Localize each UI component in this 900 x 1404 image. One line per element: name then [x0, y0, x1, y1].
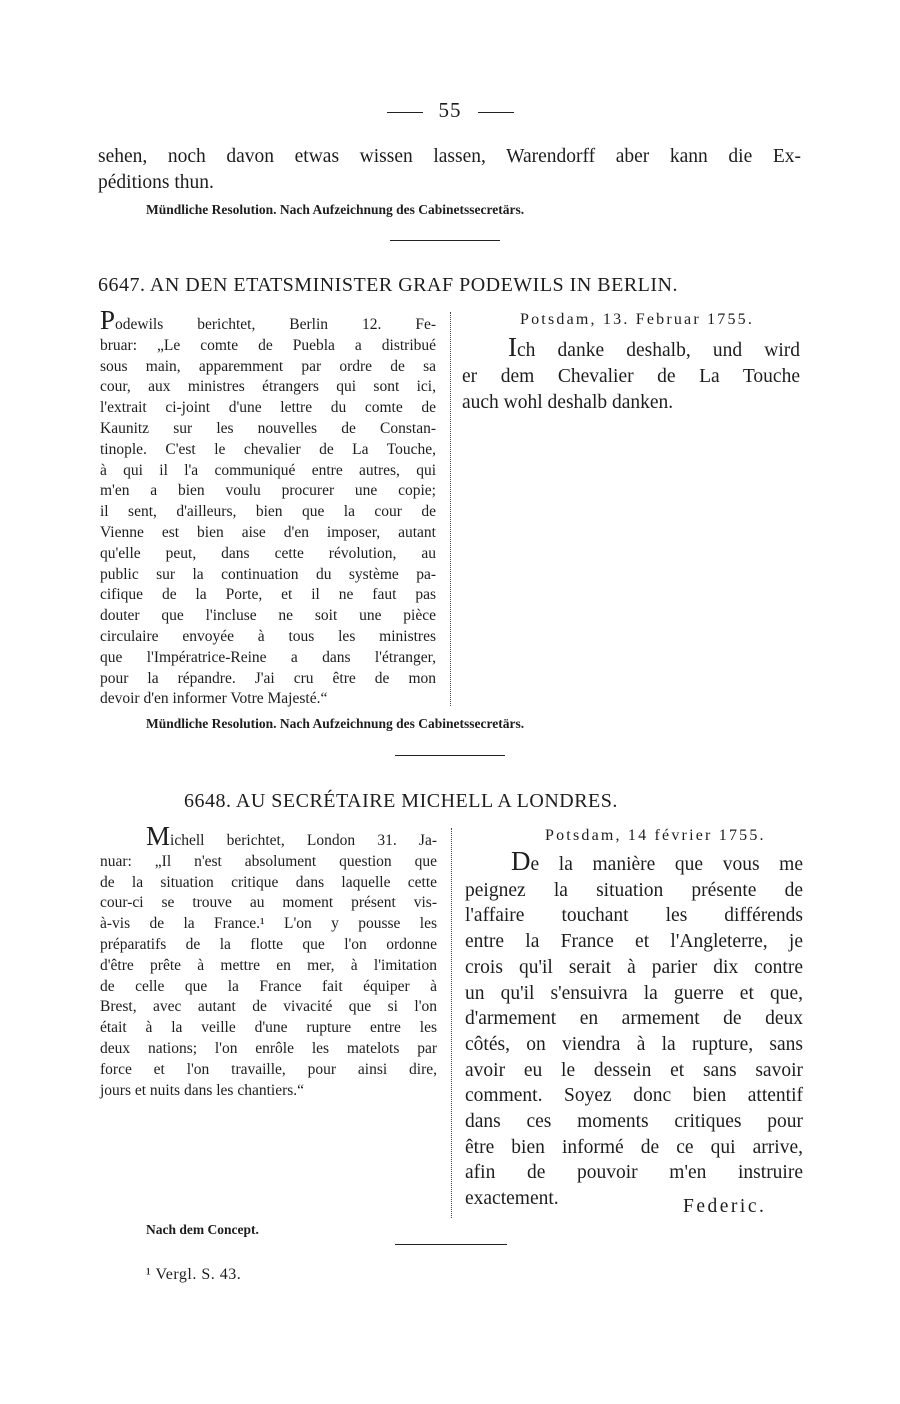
reply-line: être bien informé de ce qui arrive, — [465, 1136, 803, 1158]
report-line: d'être prête à mettre en mer, à l'imitation — [100, 956, 437, 974]
report-line: préparatifs de la flotte que l'on ordonne — [100, 935, 437, 953]
report-line: Brest, avec autant de vivacité que si l'on — [100, 998, 437, 1016]
report-line: deux nations; l'on enrôle les matelots par — [100, 1039, 437, 1057]
report-line: qu'elle peut, dans cette révolution, au — [100, 544, 436, 562]
report-line: était à la veille d'une rupture entre les — [100, 1019, 437, 1037]
report-line: sous main, apparemment par ordre de sa — [100, 357, 436, 375]
footnote: ¹ Vergl. S. 43. — [146, 1266, 242, 1283]
reply-line: l'affaire touchant les différends — [465, 905, 803, 927]
reply-line: comment. Soyez donc bien attentif — [465, 1085, 803, 1107]
report-line: Podewils berichtet, Berlin 12. Fe- — [100, 305, 436, 335]
reply-line: un qu'il s'ensuivra la guerre et que, — [465, 982, 803, 1004]
continuation-line-2: péditions thun. — [98, 172, 214, 193]
report-line: il sent, d'ailleurs, bien que la cour de — [100, 503, 436, 521]
letter-6647-heading: 6647. AN DEN ETATSMINISTER GRAF PODEWILS IN BERLIN. — [98, 274, 679, 296]
report-line: tinople. C'est le chevalier de La Touche, — [100, 440, 436, 458]
report-line: Vienne est bien aise d'en imposer, autant — [100, 523, 436, 541]
section-divider — [395, 1244, 507, 1245]
report-line: circulaire envoyée à tous les ministres — [100, 627, 436, 645]
letter-6647-reply — [462, 334, 800, 416]
reply-line: d'armement en armement de deux — [465, 1008, 803, 1030]
reply-line: peignez la situation présente de — [465, 879, 803, 901]
report-line: à qui il l'a communiqué entre autres, qui — [100, 461, 436, 479]
page-number: 55 — [438, 98, 462, 122]
report-line: cifique de la Porte, et il ne faut pas — [100, 586, 436, 604]
report-line: Kaunitz sur les nouvelles de Constan- — [100, 419, 436, 437]
report-line: que l'Impératrice-Reine a dans l'étranger, — [100, 648, 436, 666]
report-line: pour la répandre. J'ai cru être de mon — [100, 669, 436, 687]
page-number-line — [0, 98, 900, 123]
reply-line: côtés, on viendra à la rupture, sans — [465, 1033, 803, 1055]
section-divider — [395, 755, 505, 756]
report-line: l'extrait ci-joint d'une lettre du comte de — [100, 399, 436, 417]
column-separator — [450, 312, 451, 706]
reply-line: De la manière que vous me — [511, 846, 803, 876]
letter-6647-place-date: Potsdam, 13. Februar 1755. — [520, 311, 755, 328]
report-line: nuar: „Il n'est absolument question que — [100, 852, 437, 870]
report-line: jours et nuits dans les chantiers.“ — [100, 1081, 305, 1099]
letter-6647-report — [100, 305, 436, 710]
section-divider — [390, 240, 500, 241]
report-line: douter que l'incluse ne soit une pièce — [100, 607, 436, 625]
report-line: de la situation critique dans laquelle cette — [100, 873, 437, 891]
continuation-note: Mündliche Resolution. Nach Aufzeichnung des Cabinetssecretärs. — [146, 202, 525, 217]
reply-line: crois qu'il serait à parier dix contre — [465, 956, 803, 978]
signature: Federic. — [683, 1196, 767, 1217]
report-initial: M — [146, 821, 171, 851]
reply-line: afin de pouvoir m'en instruire — [465, 1162, 803, 1184]
reply-line: avoir eu le dessein et sans savoir — [465, 1059, 803, 1081]
reply-line: Ich danke deshalb, und wird — [508, 332, 800, 362]
letter-6648-report — [100, 821, 437, 1101]
report-line: bruar: „Le comte de Puebla a distribué — [100, 336, 436, 354]
reply-line: er dem Chevalier de La Touche — [462, 366, 800, 387]
report-line: à-vis de la France.¹ L'on y pousse les — [100, 915, 437, 933]
letter-6648-place-date: Potsdam, 14 février 1755. — [545, 827, 766, 844]
letter-6648-reply — [465, 846, 803, 1212]
letter-6647-note: Mündliche Resolution. Nach Aufzeichnung des Cabinetssecretärs. — [146, 716, 525, 731]
report-line: public sur la continuation du système pa- — [100, 565, 436, 583]
report-line: force et l'on travaille, pour ainsi dire, — [100, 1060, 437, 1078]
reply-initial: I — [508, 332, 517, 362]
reply-line: exactement. — [465, 1188, 559, 1210]
report-line: de celle que la France fait équiper à — [100, 977, 437, 995]
reply-initial: D — [511, 846, 531, 876]
report-line: Michell berichtet, London 31. Ja- — [146, 821, 437, 851]
letter-6648-heading: 6648. AU SECRÉTAIRE MICHELL A LONDRES. — [184, 790, 618, 812]
report-line: cour-ci se trouve au moment présent vis- — [100, 894, 437, 912]
report-initial: P — [100, 305, 116, 335]
report-line: devoir d'en informer Votre Majesté.“ — [100, 690, 328, 708]
reply-line: dans ces moments critiques pour — [465, 1111, 803, 1133]
page-number-dash-right — [478, 112, 514, 113]
continuation-line-1: sehen, noch davon etwas wissen lassen, Warendorff aber kann die Ex- — [98, 146, 801, 167]
report-line: m'en a bien voulu procurer une copie; — [100, 482, 436, 500]
reply-line: auch wohl deshalb danken. — [462, 392, 674, 413]
page-number-dash-left — [387, 112, 423, 113]
column-separator — [451, 828, 452, 1218]
reply-line: entre la France et l'Angleterre, je — [465, 931, 803, 953]
letter-6648-note: Nach dem Concept. — [146, 1222, 259, 1237]
report-line: cour, aux ministres étrangers qui sont ici, — [100, 378, 436, 396]
